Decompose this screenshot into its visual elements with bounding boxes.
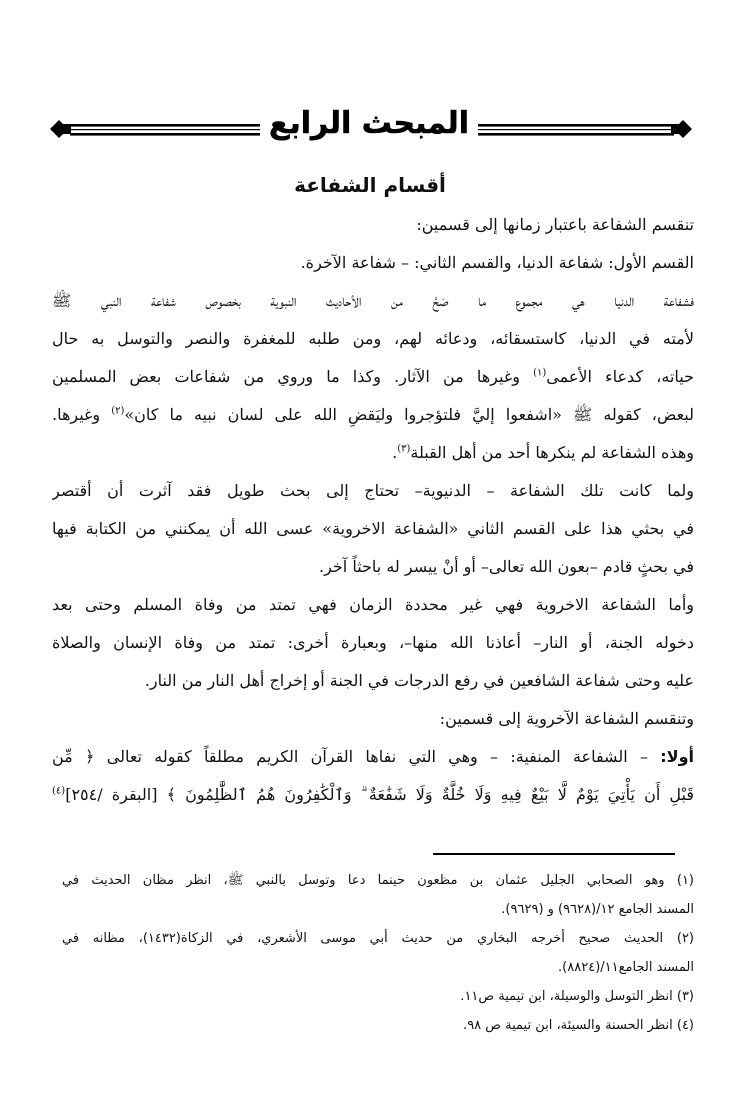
paragraph-line: القسم الأول: شفاعة الدنيا، والقسم الثاني: – شفاعة الآخرة. — [300, 253, 694, 272]
paragraph-line: وأما الشفاعة الاخروية فهي غير محددة الزمان فهي تمتد من وفاة المسلم وحتى بعد — [52, 595, 694, 614]
line-text: حياته، كدعاء الأعمى — [546, 367, 694, 386]
footnote-line: المسند الجامع ١٢/(٩٦٢٨) و (٩٦٢٩). — [501, 902, 694, 917]
footnote-ref: (١) — [533, 367, 547, 379]
paragraph-line — [52, 396, 694, 434]
line-text: . — [392, 443, 398, 462]
paragraph-line: في بحثي هذا على القسم الثاني «الشفاعة الاخروية» عسى الله أن يمكنني من الكتابة فيها — [52, 519, 694, 538]
line-text: وغيرها من الآثار. وكذا ما وروي من شفاعات بعض المسلمين — [52, 367, 520, 386]
quran-verse: قَبْلِ أَن يَأْتِيَ يَوْمٌ لَّا بَيْعٌ فِيهِ وَلَا خُلَّةٌ وَلَا شَفَٰعَةٌ ۗ وَٱلْكَٰفِرُونَ هُمُ ٱلظَّٰلِمُونَ ﴾ [البقرة /٢٥٤] — [65, 785, 694, 804]
footnote-line: المسند الجامع١١/(٨٨٢٤). — [558, 960, 694, 975]
paragraph-line — [52, 738, 694, 776]
point-label: أولا: — [660, 747, 694, 766]
footnote-divider — [433, 853, 675, 855]
paragraph-line — [52, 358, 694, 396]
paragraph-line: وتنقسم الشفاعة الآخروية إلى قسمين: — [439, 709, 694, 728]
paragraph-line: ولما كانت تلك الشفاعة – الدنيوية– تحتاج إلى بحث طويل فقد آثرت أن أقتصر — [52, 481, 694, 500]
paragraph-line: لأمته في الدنيا، كاستسقائه، ودعائه لهم، ومن طلبه للمغفرة والنصر والتوسل به حال — [52, 329, 694, 348]
footnote-line: (٣) انظر التوسل والوسيلة، ابن تيمية ص١١. — [460, 989, 694, 1004]
line-text: لبعض، كقوله ﷺ «اشفعوا إليَّ فلتؤجروا وليَقضِ الله على لسان نبيه ما كان» — [124, 405, 694, 424]
paragraph-line: تنقسم الشفاعة باعتبار زمانها إلى قسمين: — [416, 215, 694, 234]
paragraph-line: فشفاعة الدنيا هي مجموع ما صَحَّ من الأحاديث النبوية بخصوص شفاعة النبي ﷺ — [52, 291, 694, 310]
footnote-ref: (٢) — [111, 405, 125, 417]
footnote-line: (٤) انظر الحسنة والسيئة، ابن تيمية ص ٩٨. — [463, 1018, 694, 1033]
footnote-ref: (٣) — [397, 443, 411, 455]
footnote-ref: (٤) — [52, 785, 66, 797]
paragraph-line: عليه وحتى شفاعة الشافعين في رفع الدرجات في الجنة أو إخراج أهل النار من النار. — [144, 671, 694, 690]
paragraph-line — [52, 776, 694, 814]
line-text: وهذه الشفاعة لم ينكرها أحد من أهل القبلة — [410, 443, 694, 462]
footnote-line: (١) وهو الصحابي الجليل عثمان بن مظعون حينما دعا وتوسل بالنبي ﷺ، انظر مظان الحديث في — [62, 873, 694, 888]
line-text: وغيرها. — [52, 405, 101, 424]
paragraph-line: دخوله الجنة، أو النار– أعاذنا الله منها–، وبعبارة أخرى: تمتد من وفاة الإنسان والصلاة — [52, 633, 694, 652]
footnotes — [62, 866, 694, 1040]
section-title: أقسام الشفاعة — [294, 173, 446, 197]
chapter-title: المبحث الرابع — [260, 100, 478, 148]
paragraph-line — [52, 434, 694, 472]
body-text — [52, 206, 694, 814]
paragraph-line: في بحثٍ قادم –بعون الله تعالى– أو أنْ ييسر له باحثاً آخر. — [319, 557, 694, 576]
line-text: – الشفاعة المنفية: – وهي التي نفاها القرآن الكريم مطلقاً كقوله تعالى ﴿ مِّن — [52, 747, 648, 766]
footnote-line: (٢) الحديث صحيح أخرجه البخاري من حديث أبي موسى الأشعري، في الزكاة(١٤٣٢)، مظانه في — [62, 931, 694, 946]
